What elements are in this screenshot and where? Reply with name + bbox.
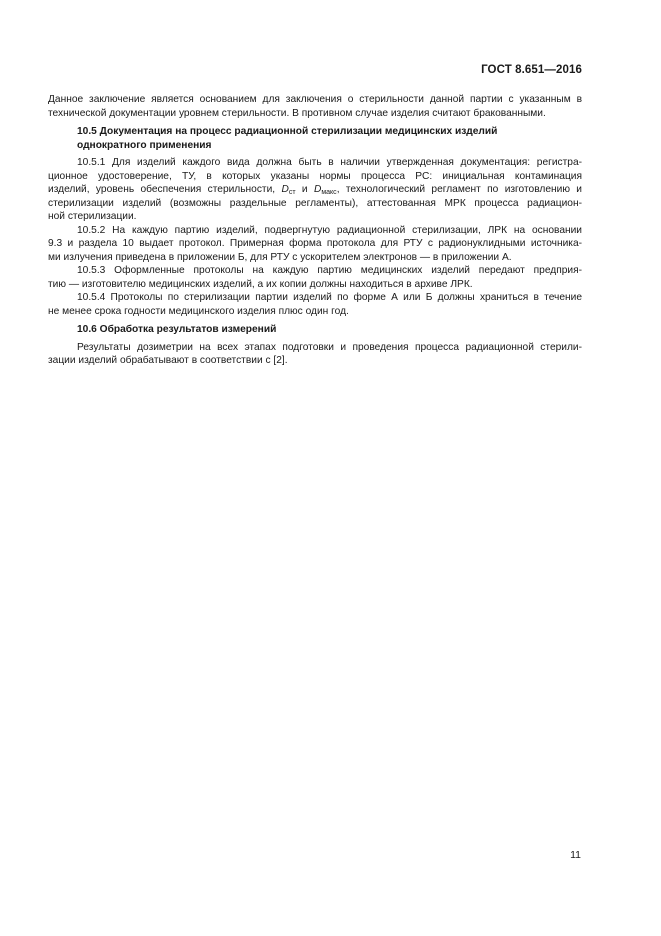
section-10-5-heading bbox=[48, 125, 582, 152]
paragraph-10-5-3 bbox=[48, 264, 582, 291]
standard-code-header: ГОСТ 8.651—2016 bbox=[481, 64, 582, 76]
paragraph-10-5-4 bbox=[48, 291, 582, 318]
paragraph-10-5-2 bbox=[48, 224, 582, 265]
document-body bbox=[48, 93, 582, 368]
text-line: ной стерилизации. bbox=[48, 211, 137, 222]
text-line: ционное удостоверение, ТУ, в которых указаны нормы процесса РС: инициальная контаминация bbox=[48, 170, 582, 182]
section-10-6-heading: 10.6 Обработка результатов измерений bbox=[77, 324, 277, 335]
text-line: зации изделий обрабатывают в соответствии с [2]. bbox=[48, 355, 288, 366]
subscript-st: ст bbox=[288, 189, 296, 196]
subscript-max: макс bbox=[321, 189, 337, 196]
section-heading-line: однократного применения bbox=[77, 139, 212, 151]
text-line: 10.5.2 На каждую партию изделий, подвергнутую радиационной стерилизации, ЛРК на основании bbox=[77, 224, 582, 236]
text-line: не менее срока годности медицинского изделия плюс один год. bbox=[48, 305, 349, 317]
text-line: 10.5.1 Для изделий каждого вида должна быть в наличии утвержденная документация: регистра- bbox=[77, 157, 582, 168]
text-line: тию — изготовителю медицинских изделий, а их копии должны находиться в архиве ЛРК. bbox=[48, 278, 473, 290]
text-line: 9.3 и раздела 10 выдает протокол. Примерная форма протокола для РТУ с радионуклидными источника- bbox=[48, 238, 582, 249]
text-line: стерилизации изделий (возможны раздельные регламенты), аттестованная МРК процесса радиацион- bbox=[48, 197, 582, 209]
text-fragment: , технологический регламент по изготовлению и bbox=[336, 184, 582, 195]
text-fragment: и bbox=[295, 184, 314, 195]
section-heading-line: 10.5 Документация на процесс радиационной стерилизации медицинских изделий bbox=[77, 126, 498, 137]
text-line: технической документации уровнем стерильности. В противном случае изделия считают бракованными. bbox=[48, 107, 546, 119]
text-line bbox=[48, 183, 582, 197]
intro-paragraph bbox=[48, 93, 582, 120]
text-fragment: изделий, уровень обеспечения стерильности, bbox=[48, 184, 282, 195]
text-line: Результаты дозиметрии на всех этапах подготовки и проведения процесса радиационной стерили- bbox=[77, 341, 582, 353]
paragraph-10-5-1 bbox=[48, 156, 582, 224]
dose-symbol: D bbox=[313, 184, 322, 195]
dose-symbol: D bbox=[281, 184, 289, 195]
page-number: 11 bbox=[570, 849, 581, 861]
text-line: ми излучения приведена в приложении Б, для РТУ с ускорителем электронов — в приложении А. bbox=[48, 251, 512, 263]
text-line: 10.5.4 Протоколы по стерилизации партии изделий по форме А или Б должны храниться в течение bbox=[77, 292, 582, 303]
paragraph-10-6 bbox=[48, 341, 582, 368]
text-line: 10.5.3 Оформленные протоколы на каждую партию медицинских изделий передают предприя- bbox=[77, 265, 582, 276]
text-line: Данное заключение является основанием для заключения о стерильности данной партии с указанным в bbox=[48, 94, 582, 105]
